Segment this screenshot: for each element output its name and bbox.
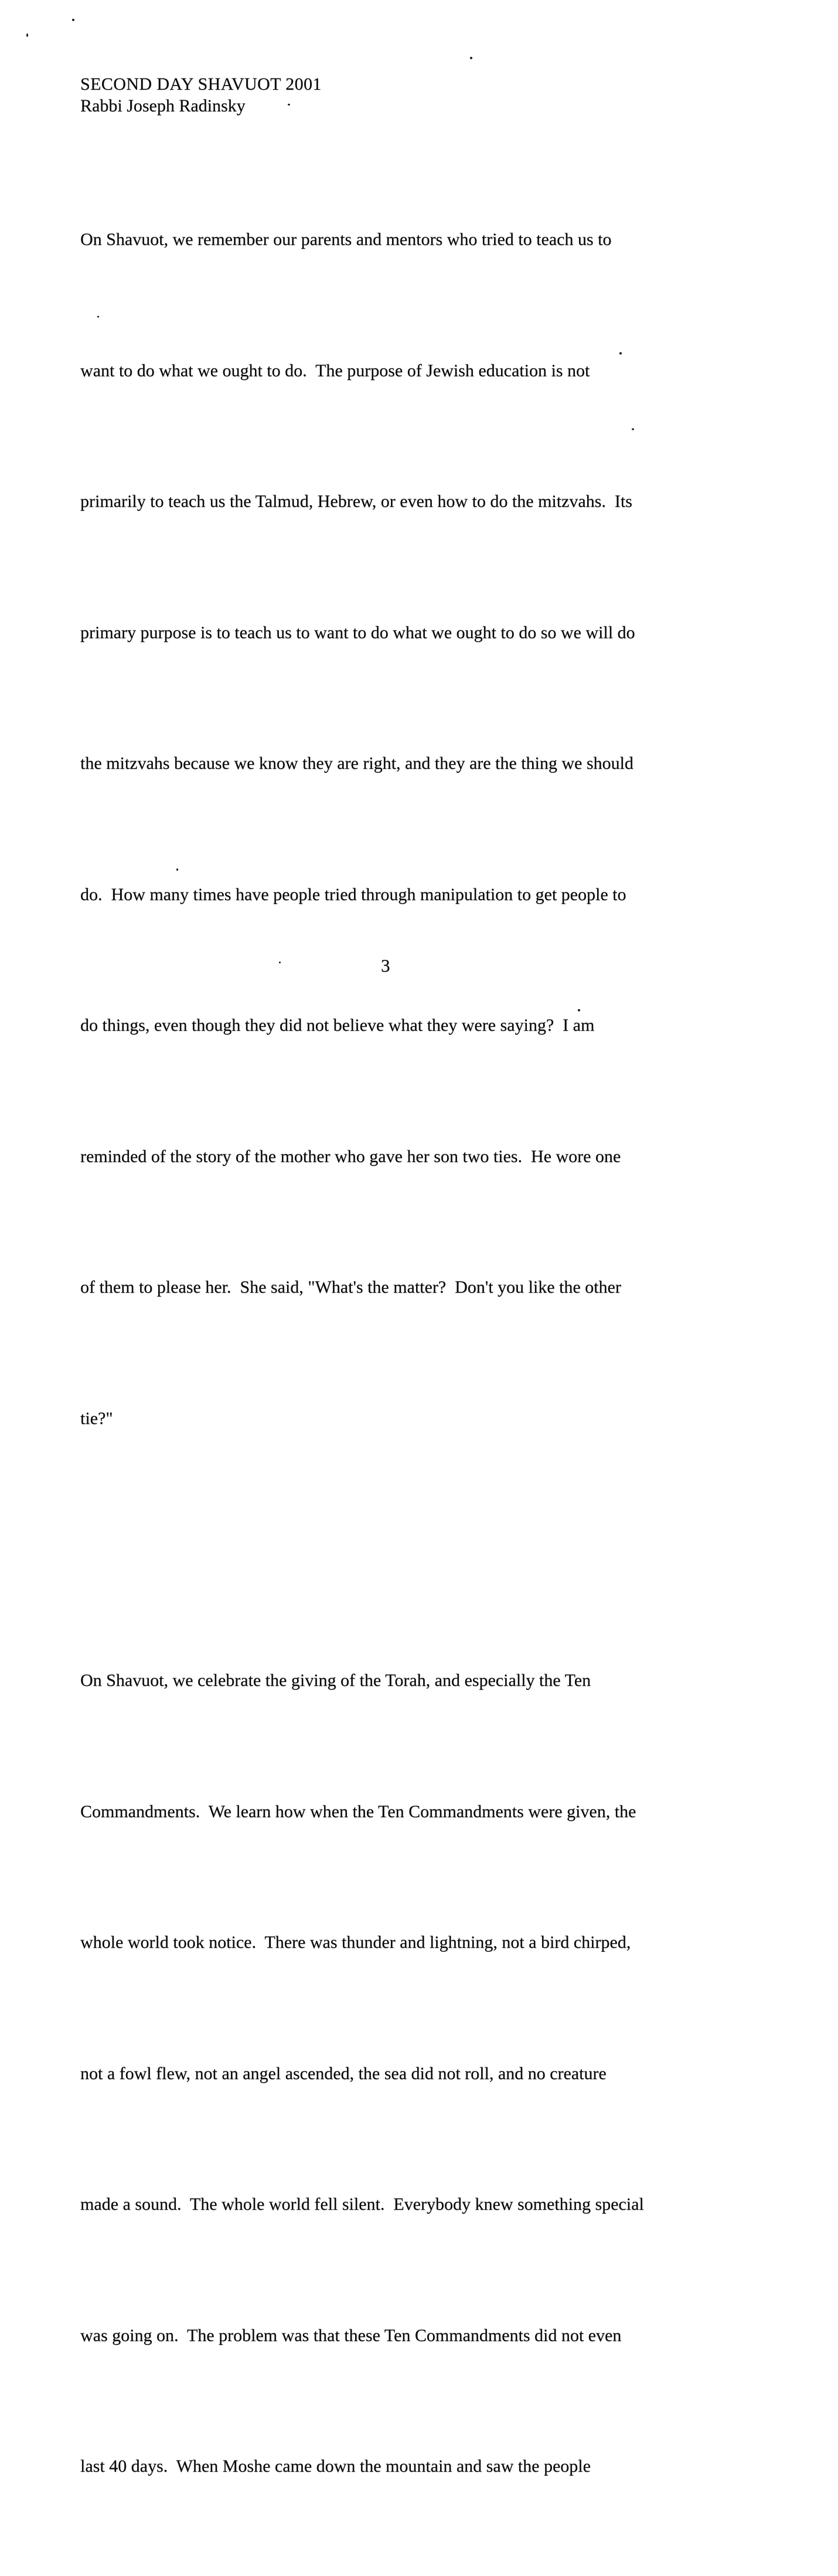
scan-speck	[176, 868, 178, 871]
text-line: made a sound. The whole world fell silent. Everybody knew something special	[80, 2195, 644, 2214]
text-line: last 40 days. When Moshe came down the mountain and saw the people	[80, 2456, 591, 2476]
scan-speck	[632, 428, 634, 430]
text-line: want to do what we ought to do. The purpose of Jewish education is not	[80, 360, 590, 380]
text-line: reminded of the story of the mother who gave her son two ties. He wore one	[80, 1146, 621, 1166]
text-line: of them to please her. She said, "What's the matter? Don't you like the other	[80, 1277, 621, 1297]
text-line: whole world took notice. There was thunder and lightning, not a bird chirped,	[80, 1933, 631, 1952]
scan-speck	[72, 19, 74, 21]
text-line: do. How many times have people tried through manipulation to get people to	[80, 884, 626, 904]
text-line: primarily to teach us the Talmud, Hebrew, or even how to do the mitzvahs. Its	[80, 492, 632, 511]
text-line: the mitzvahs because we know they are right, and they are the thing we should	[80, 754, 633, 773]
scan-speck	[470, 57, 472, 59]
text-line: Commandments. We learn how when the Ten Commandments were given, the	[80, 1801, 636, 1821]
scan-speck	[279, 962, 281, 963]
scan-speck	[26, 33, 28, 37]
paragraph	[80, 131, 644, 1528]
page-number: 3	[381, 955, 390, 976]
scan-speck	[619, 352, 622, 355]
scan-speck	[97, 316, 99, 318]
document-title: SECOND DAY SHAVUOT 2001	[80, 74, 322, 94]
text-line: do things, even though they did not believe what they were saying? I am	[80, 1016, 595, 1035]
text-line: was going on. The problem was that these Ten Commandments did not even	[80, 2325, 622, 2345]
text-line: tie?"	[80, 1408, 113, 1428]
text-line: On Shavuot, we celebrate the giving of the Torah, and especially the Ten	[80, 1671, 591, 1690]
scan-speck	[288, 104, 290, 105]
scan-speck	[578, 1009, 580, 1011]
document-author: Rabbi Joseph Radinsky	[80, 96, 246, 115]
paragraph	[80, 1572, 644, 2576]
title-block	[80, 73, 644, 117]
text-line: On Shavuot, we remember our parents and mentors who tried to teach us to	[80, 230, 612, 249]
text-line: not a fowl flew, not an angel ascended, the sea did not roll, and no creature	[80, 2063, 607, 2083]
text-line: primary purpose is to teach us to want to do what we ought to do so we will do	[80, 622, 635, 642]
document-content	[80, 73, 644, 2576]
